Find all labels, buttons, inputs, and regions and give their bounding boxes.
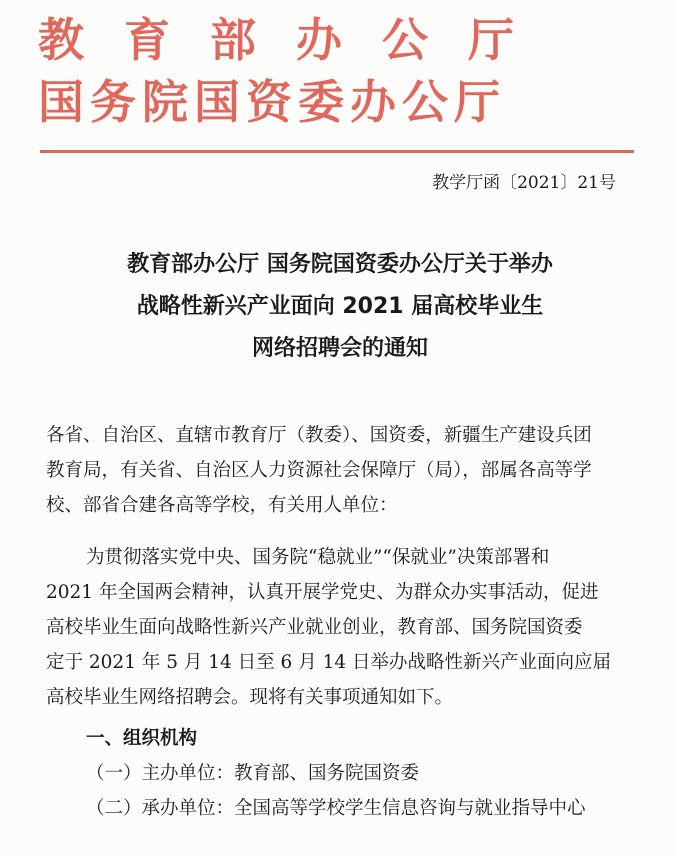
title-line-3: 网络招聘会的通知 [251,336,428,361]
body-paragraphs [46,540,636,826]
document-number: 教学厅函〔2021〕21号 [432,173,616,193]
addressee-line-2: 教育局，有关省、自治区人力资源社会保障厅（局），部属各高等学 [46,460,592,481]
intro-line-2: 2021 年全国两会精神，认真开展学党史、为群众办实事活动，促进 [46,582,599,603]
issuer-header-line1: 教育部办公厅 [38,13,554,67]
red-divider [40,150,634,153]
organizer-item: （一）主办单位：教育部、国务院国资委 [86,763,420,784]
intro-line-5: 高校毕业生网络招聘会。现将有关事项通知如下。 [46,687,454,708]
section-heading-organization: 一、组织机构 [86,728,198,749]
title-line-1: 教育部办公厅 国务院国资委办公厅关于举办 [127,252,553,277]
title-line-2: 战略性新兴产业面向 2021 届高校毕业生 [136,294,544,319]
undertaker-item: （二）承办单位：全国高等学校学生信息咨询与就业指导中心 [86,798,586,819]
issuer-header-line2: 国务院国资委办公厅 [38,75,506,129]
intro-line-4: 定于 2021 年 5 月 14 日至 6 月 14 日举办战略性新兴产业面向应届 [46,652,612,673]
intro-line-3: 高校毕业生面向战略性新兴产业就业创业，教育部、国务院国资委 [46,617,583,638]
document-title [40,244,640,370]
addressee-block [46,418,636,523]
addressee-line-3: 校、部省合建各高等学校，有关用人单位： [46,495,398,516]
addressee-line-1: 各省、自治区、直辖市教育厅（教委）、国资委，新疆生产建设兵团 [46,425,592,446]
intro-line-1: 为贯彻落实党中央、国务院“稳就业”“保就业”决策部署和 [86,547,550,568]
